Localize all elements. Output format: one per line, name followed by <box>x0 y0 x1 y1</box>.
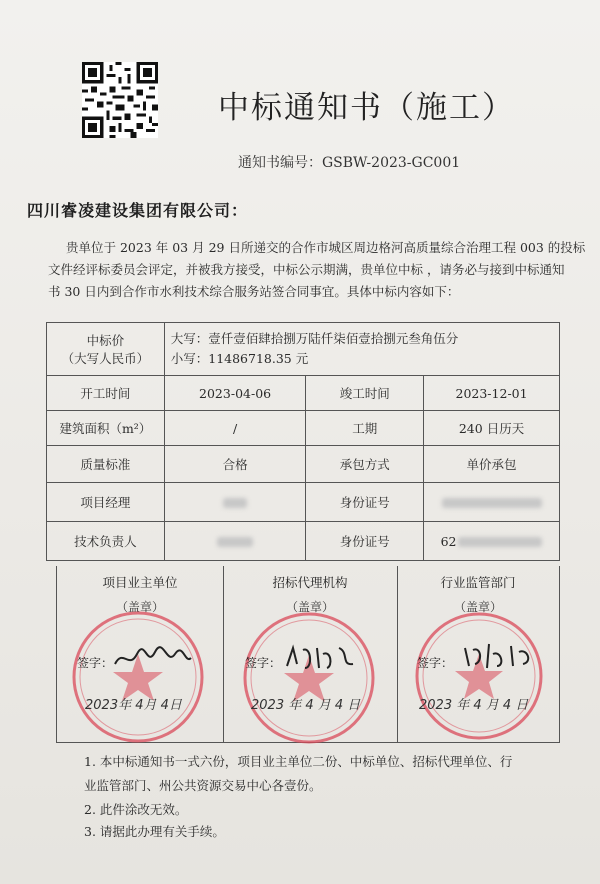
redaction-mark <box>458 537 542 547</box>
table-row <box>47 376 560 411</box>
quality-label: 质量标准 <box>47 446 165 483</box>
tech-label: 技术负责人 <box>47 522 165 561</box>
body-paragraph-line: 书 30 日内到合作市水利技术综合服务站签合同事宜。具体中标内容如下： <box>48 284 460 299</box>
note-1: 1. 本中标通知书一式六份，项目业主单位二份、中标单位、招标代理单位、行 <box>84 754 513 769</box>
agent-heading: 招标代理机构 <box>272 575 348 590</box>
handwritten-signature-icon <box>113 644 193 674</box>
contract-value: 单价承包 <box>424 446 560 483</box>
end-value: 2023-12-01 <box>424 376 560 411</box>
seal-label: （盖章） <box>285 600 334 614</box>
pm-value-redacted <box>164 483 306 522</box>
note-1-continued: 业监管部门、州公共资源交易中心各壹份。 <box>84 778 322 793</box>
area-label: 建筑面积（m²） <box>47 411 165 446</box>
owner-signature-box <box>57 566 223 742</box>
table-row <box>47 483 560 522</box>
price-label-cell <box>47 323 165 376</box>
quality-value: 合格 <box>164 446 306 483</box>
sign-label: 签字： <box>77 656 114 670</box>
qr-code-icon <box>82 62 158 138</box>
price-upper: 大写：壹仟壹佰肆拾捌万陆仟柒佰壹拾捌元叁角伍分 <box>170 331 459 346</box>
handwritten-signature-icon <box>283 642 363 674</box>
table-row <box>47 323 560 376</box>
seal-label: （盖章） <box>453 600 502 614</box>
note-2: 2. 此件涂改无效。 <box>84 802 188 817</box>
body-paragraph-line: 贵单位于 2023 年 03 月 29 日所递交的合作市城区周边格河高质量综合治理工程 003 的投标 <box>66 240 586 255</box>
regulator-heading: 行业监管部门 <box>440 575 516 590</box>
redaction-mark <box>217 537 253 547</box>
pm-label: 项目经理 <box>47 483 165 522</box>
owner-date: 2023年 4月 4日 <box>85 698 182 713</box>
start-value: 2023-04-06 <box>164 376 306 411</box>
price-value-cell <box>164 323 559 376</box>
official-seal-icon <box>409 606 549 746</box>
owner-heading: 项目业主单位 <box>102 575 178 590</box>
agent-signature-box <box>223 566 397 742</box>
tech-value-redacted <box>164 522 306 561</box>
table-row <box>47 522 560 561</box>
id2-prefix: 62 <box>440 533 457 549</box>
price-label-sub: （大写人民币） <box>61 351 150 366</box>
table-row <box>47 411 560 446</box>
sign-label: 签字： <box>417 656 454 670</box>
official-seal-icon <box>67 606 209 748</box>
note-3: 3. 请据此办理有关手续。 <box>84 824 225 839</box>
bid-details-table <box>46 322 560 561</box>
price-lower: 小写：11486718.35 元 <box>170 351 309 366</box>
id2-label: 身份证号 <box>306 522 424 561</box>
regulator-signature-box <box>397 566 559 742</box>
duration-label: 工期 <box>306 411 424 446</box>
signature-section <box>56 566 560 743</box>
official-seal-icon <box>237 606 381 750</box>
start-label: 开工时间 <box>47 376 165 411</box>
id2-value-cell <box>424 522 560 561</box>
price-label: 中标价 <box>86 333 125 348</box>
sign-label: 签字： <box>245 656 282 670</box>
seal-label: （盖章） <box>115 600 164 614</box>
id-value-redacted <box>424 483 560 522</box>
area-value: / <box>164 411 306 446</box>
duration-value: 240 日历天 <box>424 411 560 446</box>
addressee: 四川睿凌建设集团有限公司： <box>27 201 249 220</box>
table-row <box>47 446 560 483</box>
end-label: 竣工时间 <box>306 376 424 411</box>
redaction-mark <box>442 498 542 508</box>
agent-date: 2023 年 4 月 4 日 <box>251 698 361 713</box>
notice-number: 通知书编号：GSBW-2023-GC001 <box>238 155 461 171</box>
page-title: 中标通知书（施工） <box>218 90 515 126</box>
handwritten-signature-icon <box>461 640 537 672</box>
body-paragraph-line: 文件经评标委员会评定，并被我方接受，中标公示期满，贵单位中标 ，请务必与接到中标通知 <box>48 262 565 277</box>
redaction-mark <box>223 498 247 508</box>
contract-label: 承包方式 <box>306 446 424 483</box>
regulator-date: 2023 年 4 月 4 日 <box>419 698 529 713</box>
id-label: 身份证号 <box>306 483 424 522</box>
